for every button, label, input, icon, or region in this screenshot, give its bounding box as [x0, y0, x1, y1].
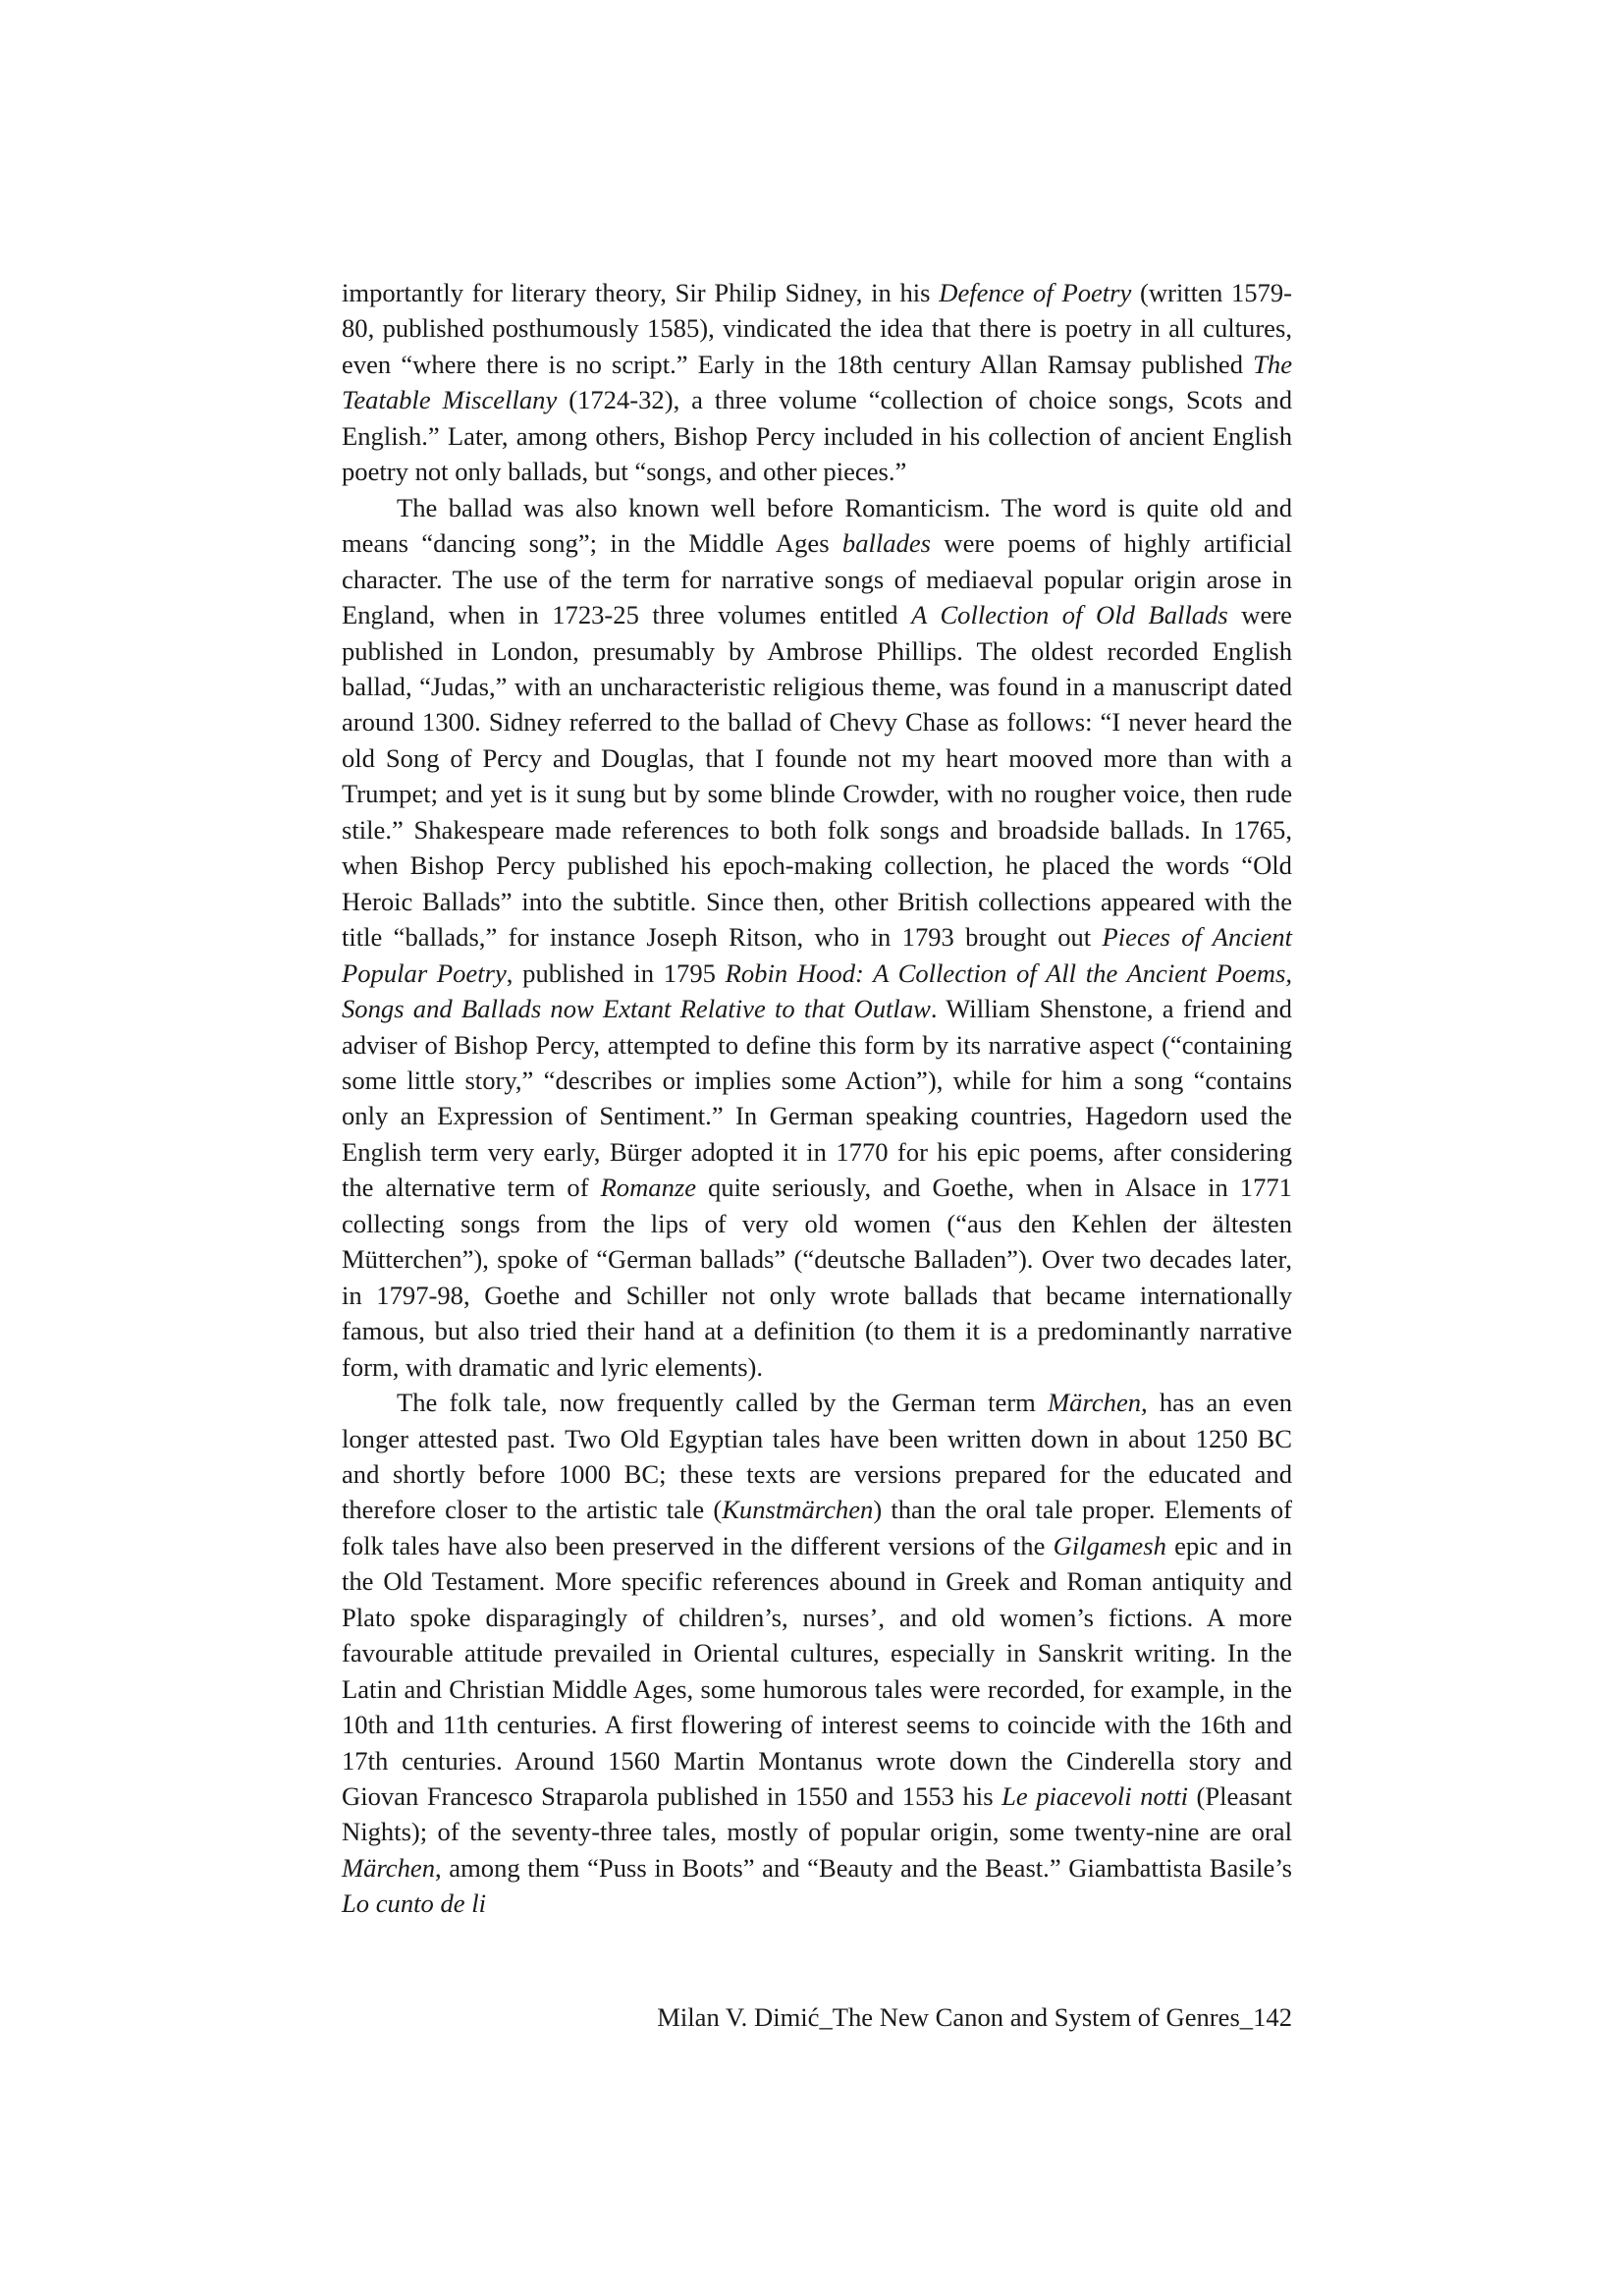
- body-text: [342, 275, 1292, 1922]
- text-segment: The folk tale, now frequently called by the German term: [397, 1388, 1049, 1418]
- italic-segment: ballades: [841, 528, 932, 559]
- italic-segment: Defence of Poetry: [939, 278, 1132, 307]
- text-segment: , published in 1795: [506, 957, 726, 988]
- italic-segment: Lo cunto de li: [342, 1888, 486, 1919]
- italic-segment: Märchen: [342, 1852, 436, 1883]
- text-segment: , among them “Puss in Boots” and “Beauty and the Beast.” Giambattista Basile’s: [435, 1852, 1292, 1883]
- italic-segment: Robin Hood: A Collection of All the Ancient Poems, Songs and Ballads now Extant Relative to that Outlaw: [342, 957, 1292, 1024]
- text-segment: were poems of highly artificial character. The use of the term for narrative songs of mediaeval popular origin arose in England, when in 1723-25 three volumes entitled: [342, 528, 1292, 630]
- text-segment: quite seriously, and Goethe, when in Alsace in 1771 collecting songs from the lips of very old women (“aus den Kehlen der ältesten Mütterchen”), spoke of “German ballads” (“deutsche Balladen”). Over two decades later, in 1797-98, Goethe and Schiller not only wrote ballads that became internationally famous, but also tried their hand at a definition (to them it is a predominantly narrative form, with dramatic and lyric elements).: [342, 1173, 1292, 1382]
- text-segment: importantly for literary theory, Sir Philip Sidney, in his: [342, 278, 940, 307]
- text-segment: (1724-32), a three volume “collection of choice songs, Scots and English.” Later, among others, Bishop Percy included in his collection of ancient English poetry not only ballads, but “songs, and other pieces.”: [342, 385, 1293, 487]
- text-segment: has an even longer attested past. Two Old Egyptian tales have been written down in about 1250 BC and shortly before 1000 BC; these texts are versions prepared for the educated and therefore closer to the artistic tale (: [342, 1388, 1292, 1525]
- italic-segment: Le piacevoli notti: [1001, 1781, 1188, 1812]
- text-segment: epic and in the Old Testament. More specific references abound in Greek and Roman antiquity and Plato spoke disparagingly of children’s, nurses’, and old women’s fictions. A more favourable attitude prevailed in Oriental cultures, especially in Sanskrit writing. In the Latin and Christian Middle Ages, some humorous tales were recorded, for example, in the 10th and 11th centuries. A first flowering of interest seems to coincide with the 16th and 17th centuries. Around 1560 Martin Montanus wrote down the Cinderella story and Giovan Francesco Straparola published in 1550 and 1553 his: [342, 1530, 1292, 1812]
- italic-segment: Märchen,: [1048, 1388, 1148, 1418]
- page-footer: Milan V. Dimić_The New Canon and System of Genres_142: [657, 2002, 1292, 2032]
- italic-segment: Kunstmärchen: [722, 1495, 874, 1525]
- text-segment: he placed the words “Old Heroic Ballads” into the subtitle. Since then, other British collections appeared with the title “ballads,” for instance Joseph Ritson, who in 1793 brought out: [342, 850, 1292, 953]
- text-segment: (written 1579-80, published posthumously 1585), vindicated the idea that there is poetry in all cultures, even “where there is no script.” Early in the 18th century Allan Ramsay published: [342, 278, 1292, 379]
- text-segment: (Pleasant Nights); of the seventy-three tales, mostly of popular origin, some twenty-nine are oral: [342, 1781, 1292, 1847]
- italic-segment: Gilgamesh: [1053, 1530, 1166, 1560]
- italic-segment: Pieces of Ancient Popular Poetry: [342, 922, 1292, 988]
- italic-segment: ,: [987, 850, 994, 881]
- text-segment: were published in London, presumably by Ambrose Phillips. The oldest recorded English ballad, “Judas,” with an uncharacteristic religious theme, was found in a manuscript dated around 1300. Sidney referred to the ballad of Chevy Chase as follows: “I never heard the old Song of Percy and Douglas, that I founde not my heart mooved more than with a Trumpet; and yet is it sung but by some blinde Crowder, with no rougher voice, then rude stile.” Shakespeare made references to both folk songs and broadside ballads. In 1765, when Bishop Percy published his epoch-making collection: [342, 600, 1292, 881]
- paragraph-3: [342, 1385, 1292, 1922]
- italic-segment: Romanze: [600, 1173, 697, 1203]
- text-segment: ) than the oral tale proper. Elements of folk tales have also been preserved in the different versions of the: [342, 1495, 1292, 1560]
- text-segment: . William Shenstone, a friend and adviser of Bishop Percy, attempted to define this form by its narrative aspect (“containing some little story,” “describes or implies some Action”), while for him a song “contains only an Expression of Sentiment.” In German speaking countries, Hagedorn used the English term very early, Bürger adopted it in 1770 for his epic poems, after considering the alternative term of: [342, 994, 1292, 1203]
- text-segment: The ballad was also known well before Romanticism. The word is quite old and means “dancing song”; in the Middle Ages: [342, 492, 1292, 559]
- paragraph-2: [342, 490, 1292, 1385]
- italic-segment: A Collection of Old Ballads: [911, 600, 1228, 630]
- italic-segment: The Teatable Miscellany: [342, 349, 1292, 415]
- paragraph-1: [342, 275, 1292, 490]
